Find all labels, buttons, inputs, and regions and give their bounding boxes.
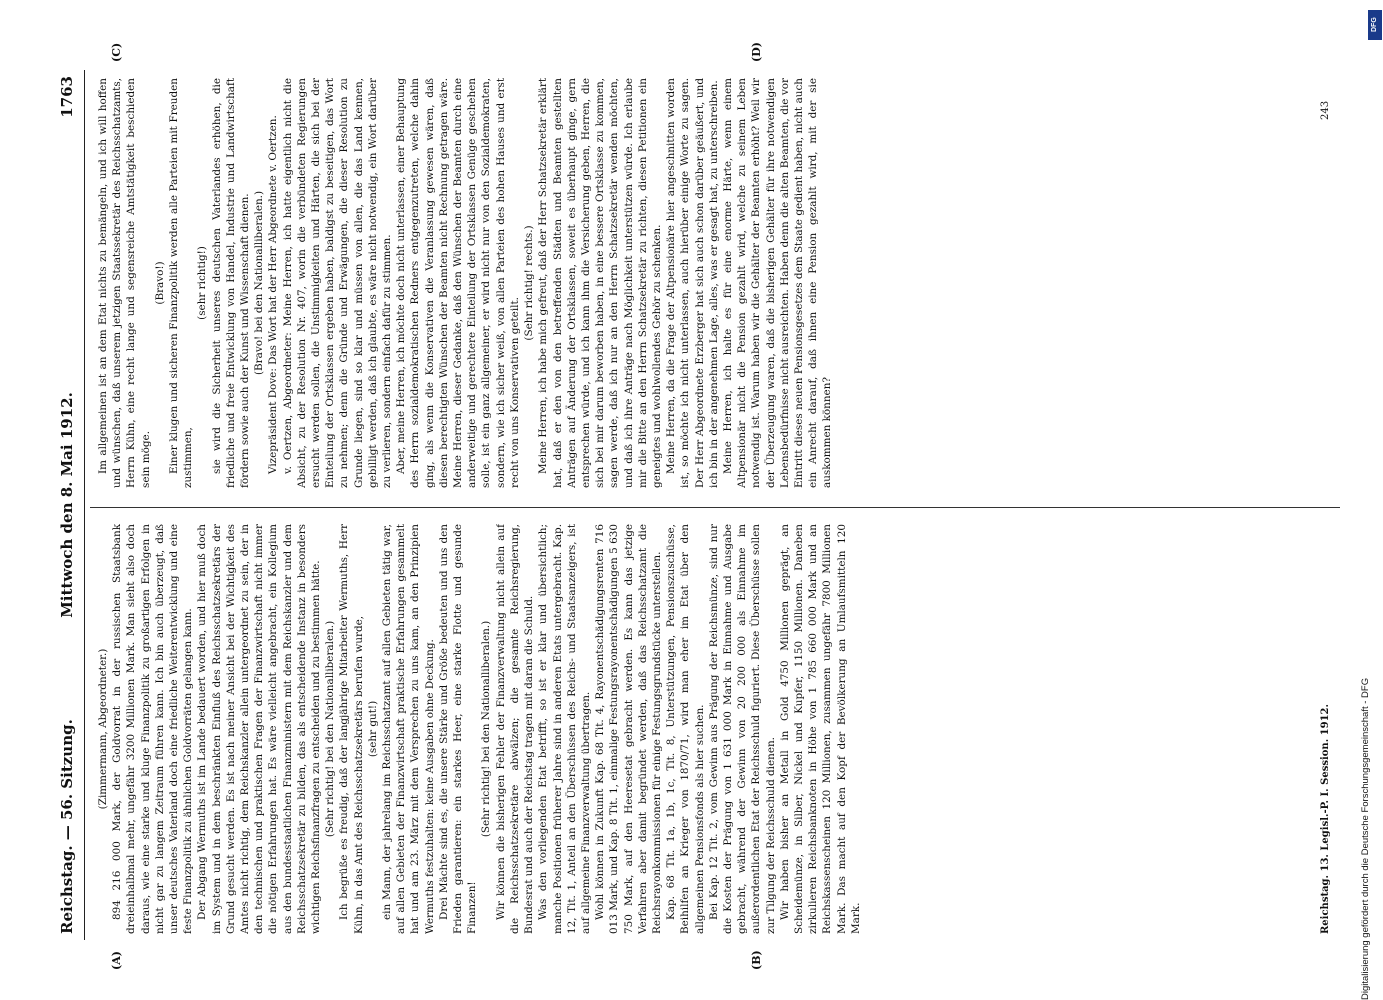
page-footer: Reichstag. 13. Legisl.-P. I. Session. 1912.	[1320, 704, 1331, 934]
paragraph: (Zimmermann, Abgeordneter.)	[97, 648, 109, 810]
left-column	[96, 524, 1336, 934]
paragraph: (Sehr richtig! bei den Nationalliberalen.)	[324, 620, 337, 838]
header-center: Mittwoch den 8. Mai 1912.	[58, 392, 76, 618]
paragraph: Meine Herren, ich halte es für eine enorme Härte, wenn einem Altpensionär nicht die Pension gezahlt wird, welche zu seinem Leben notwendig ist. Warum haben wir die Gehälter der Beamten erhöht? Weil wir der Überzeugung waren, daß die bisherigen Gehälter für ihre notwendigen Lebensbedürfnisse nicht ausreichten. Haben denn die alten Beamten, die vor Eintritt dieses neuen Pensionsgesetzes dem Staate gedient haben, nicht auch ein Anrecht darauf, daß ihnen eine Pension gezahlt wird, mit der sie auskommen können?	[721, 78, 834, 488]
paragraph: (sehr gut!)	[366, 700, 379, 758]
credit-text: Digitalisierung gefördert durch die Deutsche Forschungsgemeinschaft - DFG	[1360, 677, 1371, 1000]
paragraph: Wir können die bisherigen Fehler der Finanzverwaltung nicht allein auf die Reichsschatzsekretäre abwälzen; die gesamte Reichsregierung, Bundesrat und auch der Reichstag tragen mit daran die Schuld.	[494, 524, 536, 934]
paragraph: Bei Kap. 12 Tit. 2, vom Gewinn aus Prägung der Reichsmünze, sind nur die Kosten der Prägung von 1 631 000 Mark in Einnahme und Ausgabe gebracht, während der Gewinn von 20 200 000 als Einnahme im außerordentlichen Etat der Reichsschuld figuriert. Diese Überschüsse sollen zur Tilgung der Reichsschuld dienen.	[707, 524, 777, 934]
paragraph: Aber, meine Herren, ich möchte doch nicht unterlassen, einer Behauptung des Herrn sozialdemokratischen Redners entgegenzutreten, welche dahin ging, als wenn die Konservativen die Veranlassung gewesen wären, daß diesen berechtigten Wünschen der Beamten nicht Rechnung getragen wäre. Meine Herren, dieser Gedanke, daß den Wünschen der Beamten durch eine anderweitige und gerechtere Einteilung der Ortsklassen Genüge geschehen solle, ist ein ganz allgemeiner, er wird nicht nur von den Sozialdemokraten, sondern, wie ich sicher weiß, von allen Parteien des hohen Hauses und erst recht von uns Konservativen geteilt.	[395, 78, 521, 488]
digitization-credit	[1358, 10, 1376, 1000]
paragraph: (Bravo!)	[153, 261, 166, 305]
header-left: Reichstag. — 56. Sitzung.	[58, 719, 76, 934]
margin-mark-c: (C)	[110, 42, 123, 62]
paragraph: Meine Herren, da die Frage der Altpensionäre hier angeschnitten worden ist, so möchte ich nicht unterlassen, auch hierüber einige Worte zu sagen. Der Herr Abgeordnete Erzberger hat sich auch schon darüber geäußert, und ich bin in der angenehmen Lage, alles, was er gesagt hat, zu unterschreiben.	[665, 78, 720, 488]
paragraph: ein Mann, der jahrelang im Reichsschatzamt auf allen Gebieten tätig war, auf allen Gebieten der Finanzwirtschaft praktische Erfahrungen gesammelt hat und am 23. März mit dem Versprechen zu uns kam, an den Prinzipien Wermuths festzuhalten: keine Ausgaben ohne Deckung.	[381, 524, 436, 934]
margin-mark-b: (B)	[750, 950, 763, 970]
paragraph: Ich begrüße es freudig, daß der langjährige Mitarbeiter Wermuths, Herr Kühn, in das Amt des Reichsschatzsekretärs berufen wurde,	[338, 524, 365, 934]
paragraph: (Sehr richtig! rechts.)	[523, 225, 536, 341]
paragraph: v. Oertzen, Abgeordneter: Meine Herren, ich hatte eigentlich nicht die Absicht, zu der Resolution Nr. 407, worin die verbündeten Regierungen ersucht werden sollen, die Unstimmigkeiten und Härten, die sich bei der Einteilung der Ortsklassen ergeben haben, baldigst zu beseitigen, das Wort zu nehmen; denn die Gründe und Erwägungen, die dieser Resolution zu Grunde liegen, sind so klar und müssen von allen, die das Land kennen, gebilligt werden, daß ich glaubte, es wäre nicht notwendig, ein Wort darüber zu verlieren, sondern einfach dafür zu stimmen.	[281, 78, 394, 488]
paragraph: 894 216 000 Mark, der Goldvorrat in der russischen Staatsbank dreieinhalbmal mehr, ungefähr 3200 Millionen Mark. Man sieht also doch daraus, wie eine starke und kluge Finanzpolitik zu großartigen Erfolgen in nicht gar zu langem Zeitraum führen kann. Ich bin auch überzeugt, daß unser deutsches Vaterland doch eine friedliche Weiterentwicklung und eine feste Finanzpolitik zu ähnlichen Goldvorräten gelangen kann.	[111, 524, 195, 934]
paragraph: Kap. 68 Tit. 1a, 1b, 1c, Tit. 8, Unterstützungen, Pensionszuschüsse, Beihilfen an Krieger von 1870/71, wird man eher im Etat über den allgemeinen Pensionsfonds als hier suchen.	[665, 524, 706, 934]
rotated-document-page	[50, 42, 1350, 970]
signature-mark: 243	[1320, 100, 1331, 120]
paragraph: Drei Mächte sind es, die unsere Stärke und Größe bedeuten und uns den Frieden garantieren: ein starkes Heer, eine starke Flotte und gesunde Finanzen!	[437, 524, 479, 934]
paragraph: Vizepräsident Dove: Das Wort hat der Herr Abgeordnete v. Oertzen.	[267, 115, 280, 474]
header-page-number: 1763	[58, 76, 76, 118]
paragraph: Der Abgang Wermuths ist im Lande bedauert worden, und hier muß doch im System und in dem beschränkten Einfluß des Reichsschatzsekretärs der Grund gesucht werden. Es ist nach meiner Ansicht bei der Wichtigkeit des Amtes nicht richtig, dem Reichskanzler allein untergeordnet zu sein, der in den technischen und praktischen Fragen der Finanzwirtschaft nicht immer die nötigen Erfahrungen hat. Es wäre vielleicht angebracht, ein Kollegium aus den bundesstaatlichen Finanzministern mit dem Reichskanzler und dem Reichsschatzsekretär zu bilden, das als entscheidende Instanz in besonders wichtigen Reichsfinanzfragen zu entscheiden und zu bestimmen hätte.	[196, 524, 323, 934]
margin-mark-d: (D)	[750, 42, 763, 62]
paragraph: (Bravo! bei den Nationalliberalen.)	[253, 190, 266, 376]
margin-mark-a: (A)	[110, 951, 123, 970]
dfg-logo: DFG	[1368, 10, 1382, 40]
paragraph: (sehr richtig!)	[196, 246, 209, 320]
paragraph: Einer klugen und sicheren Finanzpolitik werden alle Parteien mit Freuden zustimmen,	[168, 78, 195, 488]
paragraph: Im allgemeinen ist an dem Etat nichts zu bemängeln, und ich will hoffen und wünschen, daß unserem jetzigen Staatssekretär des Reichsschatzamts, Herrn Kühn, eine recht lange und segensreiche Amtstätigkeit beschieden sein möge.	[97, 78, 152, 488]
paragraph: Meine Herren, ich habe mich gefreut, daß der Herr Schatzsekretär erklärt hat, daß er den von den betreffenden Städten und Beamten gestellten Anträgen auf Änderung der Ortsklassen, soweit es überhaupt ginge, gern entsprechen würde, und ich kann ihm die Versicherung geben, Herren, die sich bei mir darum beworben haben, in eine bessere Ortsklasse zu kommen, sagen werde, daß ich nur an den Herrn Schatzsekretär wenden möchten, und daß ich ihre Anträge nach Möglichkeit unterstützen würde. Ich erlaube mir die Bitte an den Herrn Schatzsekretär zu richten, diesen Petitionen ein geneigtes und wohlwollendes Gehör zu schenken.	[537, 78, 663, 488]
page-header	[50, 70, 85, 940]
paragraph: Was den vorliegenden Etat betrifft, so ist er klar und übersichtlich; manche Positionen früherer Jahre sind in anderen Etats untergebracht. Kap. 12, Tit. 1, Anteil an den Überschüssen des Reichs- und Staatsanzeigers, ist auf allgemeine Finanzverwaltung übertragen.	[537, 524, 592, 934]
column-divider	[90, 507, 1340, 508]
paragraph: Wohl können in Zukunft Kap. 68 Tit. 4, Rayonentschädigungsrenten 716 013 Mark, und Kap. 8 Tit. 1, einmalige Festungsrayonentschädigungen 5 630 750 Mark, auf den Heeresetat gebracht werden. Es kann das jetzige Verfahren aber damit begründet werden, daß das Reichsschatzamt die Reichsrayonkommissionen für einige Festungsgrundstücke unterstellen.	[594, 524, 663, 934]
paragraph: (Sehr richtig! bei den Nationalliberalen.)	[480, 620, 493, 838]
right-column	[96, 78, 1336, 488]
paragraph: sie wird die Sicherheit unseres deutschen Vaterlandes erhöhen, die friedliche und freie Entwicklung von Handel, Industrie und Landwirtschaft fördern sowie auch der Kunst und Wissenschaft dienen.	[210, 78, 252, 488]
paragraph: Wir haben bisher an Metall in Gold 4750 Millionen geprägt, an Scheidemünze, in Silber, Nickel und Kupfer, 1150 Millionen. Daneben zirkulieren Reichsbanknoten in Höhe von 1 785 660 000 Mark und an Reichskassenscheinen 120 Millionen, zusammen ungefähr 7800 Millionen Mark. Das macht auf den Kopf der Bevölkerung an Umlaufsmitteln 120 Mark.	[778, 524, 862, 934]
